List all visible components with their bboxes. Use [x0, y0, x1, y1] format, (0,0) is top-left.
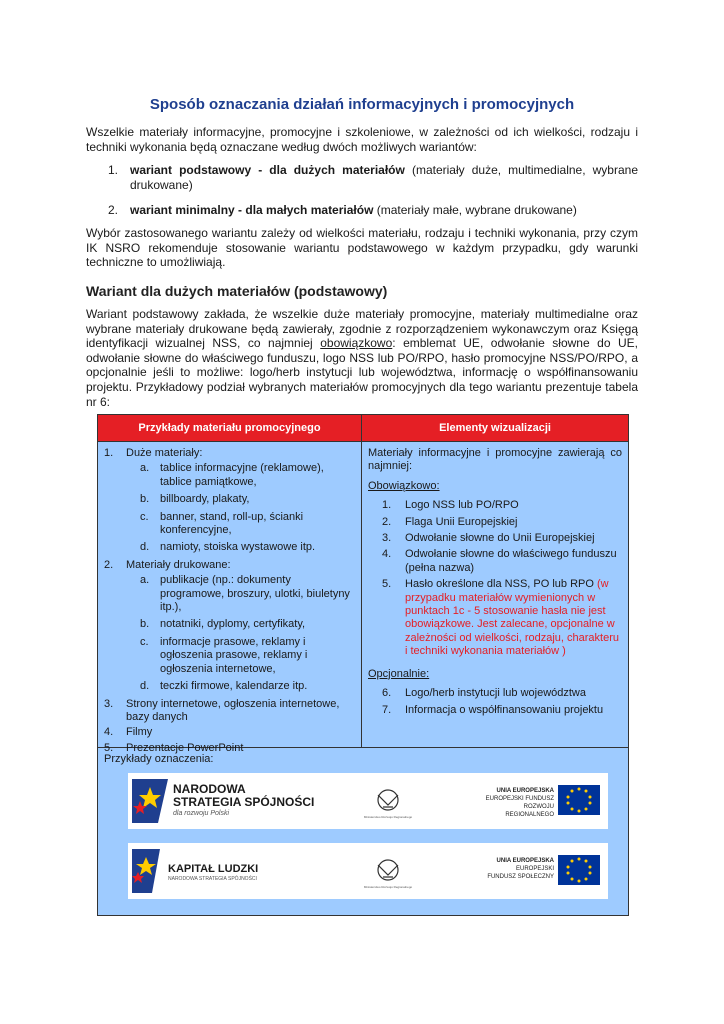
mandatory-item	[382, 516, 622, 529]
slogan-note: (w przypadku materiałów wymienionych w punktach 1c - 5 stosowanie hasła nie jest obowiązkowe. Jest zalecane, opcjonalne w zależności od wielkości, rodzaju, charakteru i techniki wykonania materiałów )	[405, 578, 619, 658]
choice-paragraph: Wybór zastosowanego wariantu zależy od wielkości materiału, rodzaju i techniki wykonania, przy czym IK NSRO rekomenduje stosowanie wariantu podstawowego w każdym przypadku, gdy warunki techniczne to umożliwiają.	[86, 226, 638, 270]
list-item	[104, 726, 354, 739]
sub-list-item	[140, 511, 354, 538]
list-number: 2.	[104, 558, 114, 571]
optional-list	[368, 687, 622, 717]
description-paragraph: Wariant podstawowy zakłada, że wszelkie duże materiały promocyjne, materiały multimedialne oraz wybrane materiały drukowane będą zawierały, zgodnie z rozporządzeniem wykonawczym oraz Księgą identyfikacji wizualnej NSS, co najmniej obowiązkowo: emblemat UE, odwołanie słowne do UE, odwołanie słowne do właściwego funduszu, logo NSS lub PO/RPO, hasło promocyjne NSS/PO/RPO, a opcjonalnie jeśli to możliwe: logo/herb instytucji lub województwa, informację o współfinansowaniu projektu. Przykładowy podział wybranych materiałów promocyjnych dla tego wariantu prezentuje tabela nr 6:	[86, 307, 638, 409]
list-item	[104, 698, 354, 725]
list-text: informacje prasowe, reklamy i ogłoszenia prasowe, reklamy i ogłoszenia internetowe,	[160, 635, 308, 675]
list-number: c.	[140, 635, 149, 648]
mandatory-underline: obowiązkowo	[320, 336, 393, 351]
list-item	[104, 559, 354, 572]
logo-strip-nss	[128, 773, 608, 829]
list-text: Prezentacje PowerPoint	[126, 741, 244, 754]
column-header-elements: Elementy wizualizacji	[439, 422, 551, 434]
list-number: 3.	[382, 532, 392, 545]
list-number: a.	[140, 462, 150, 475]
variant-item-1	[108, 163, 638, 192]
page-title: Sposób oznaczania działań informacyjnych i promocyjnych	[149, 96, 575, 113]
elements-intro: Materiały informacyjne i promocyjne zawierają co najmniej:	[368, 447, 622, 473]
sub-list-item	[140, 462, 354, 489]
mandatory-item-5: 5. Hasło określone dla NSS, PO lub RPO (w przypadku materiałów wymienionych w punktach 1c - 5 stosowanie hasła nie jest obowiązkowe. Jest zalecane, opcjonalne w zależności od wielkości, rodzaju, charakteru i techniki wykonania materiałów )	[382, 578, 619, 658]
list-text: Flaga Unii Europejskiej	[405, 515, 518, 528]
examples-label: Przykłady oznaczenia:	[104, 753, 214, 765]
mandatory-list	[368, 499, 622, 575]
mandatory-label: Obowiązkowo:	[368, 479, 440, 492]
list-number: 6.	[382, 687, 392, 700]
list-number: 2.	[108, 203, 119, 217]
optional-item	[382, 687, 622, 700]
mandatory-item	[382, 499, 622, 512]
variant-desc: (materiały małe, wybrane drukowane)	[373, 203, 577, 217]
sub-list-item	[140, 618, 354, 631]
list-number: b.	[140, 618, 150, 631]
variant-title: wariant podstawowy - dla dużych materiałów	[130, 163, 405, 177]
eu-fund-label: UNIA EUROPEJSKA EUROPEJSKI FUNDUSZ ROZWOJU REGIONALNEGO	[485, 788, 554, 818]
variant-desc: (materiały duże, multimedialne, wybrane drukowane)	[130, 163, 638, 192]
list-number: d.	[140, 541, 150, 554]
mandatory-item	[382, 532, 622, 545]
list-number: 7.	[382, 703, 392, 716]
sub-list-item	[140, 574, 354, 614]
column-divider	[361, 415, 362, 747]
list-number: 3.	[104, 697, 114, 710]
list-number: 5.	[104, 741, 114, 754]
list-item	[104, 447, 354, 460]
list-number: b.	[140, 493, 150, 506]
variant-title: wariant minimalny - dla małych materiałów	[130, 203, 374, 217]
list-text: Filmy	[126, 726, 153, 739]
list-text: Duże materiały:	[126, 447, 203, 459]
list-text: notatniki, dyplomy, certyfikaty,	[160, 618, 306, 631]
optional-item	[382, 704, 622, 717]
section-heading: Wariant dla dużych materiałów (podstawowy)	[86, 283, 388, 299]
sub-list-item	[140, 680, 354, 693]
list-text: Materiały drukowane:	[126, 558, 231, 571]
list-text: Odwołanie słowne do Unii Europejskiej	[405, 532, 595, 545]
variant-item-2	[108, 203, 638, 218]
list-text: tablice informacyjne (reklamowe), tablice pamiątkowe,	[160, 462, 324, 488]
list-number: 4.	[104, 726, 114, 739]
materials-list	[104, 447, 354, 757]
list-number: 2.	[382, 515, 392, 528]
list-text: banner, stand, roll-up, ścianki konferencyjne,	[160, 510, 304, 537]
sub-list-item	[140, 493, 354, 506]
mandatory-item	[382, 548, 622, 575]
table-header	[98, 415, 628, 442]
list-text: namioty, stoiska wystawowe itp.	[160, 541, 316, 554]
list-number: d.	[140, 680, 150, 693]
sub-list-item	[140, 636, 354, 676]
list-text: Strony internetowe, ogłoszenia internetowe, bazy danych	[126, 697, 340, 723]
elements-cell	[368, 447, 622, 720]
list-text: billboardy, plakaty,	[160, 493, 250, 506]
optional-label: Opcjonalnie:	[368, 667, 430, 680]
list-text: teczki firmowe, kalendarze itp.	[160, 680, 308, 693]
logo-strip-kl	[128, 843, 608, 899]
eu-fund-label: UNIA EUROPEJSKA EUROPEJSKI FUNDUSZ SPOŁECZNY	[487, 858, 554, 880]
list-number: 1.	[382, 499, 392, 512]
ministry-label: Ministerstwo Rozwoju Regionalnego	[363, 885, 413, 889]
ministry-label: Ministerstwo Rozwoju Regionalnego	[363, 815, 413, 819]
column-header-materials: Przykłady materiału promocyjnego	[138, 422, 321, 434]
list-text: Logo NSS lub PO/RPO	[405, 499, 519, 512]
list-text: Informacja o współfinansowaniu projektu	[405, 703, 604, 716]
list-number: 1.	[104, 447, 114, 459]
list-text: Odwołanie słowne do właściwego funduszu (pełna nazwa)	[405, 548, 617, 574]
kl-logo-text: KAPITAŁ LUDZKI NARODOWA STRATEGIA SPÓJNOŚCI	[168, 863, 259, 882]
materials-table	[97, 414, 629, 916]
list-number: a.	[140, 574, 150, 587]
intro-paragraph: Wszelkie materiały informacyjne, promocyjne i szkoleniowe, w zależności od ich wielkości, rodzaju i techniki wykonania będą oznaczane według dwóch możliwych wariantów:	[86, 125, 638, 154]
list-text: Logo/herb instytucji lub województwa	[405, 687, 586, 700]
slogan-text: Hasło określone dla NSS, PO lub RPO	[405, 578, 597, 591]
nss-logo-text: NARODOWA STRATEGIA SPÓJNOŚCI dla rozwoju Polski	[173, 782, 315, 817]
list-text: publikacje (np.: dokumenty programowe, broszury, ulotki, biuletyny itp.),	[160, 574, 350, 614]
list-number: c.	[140, 510, 149, 523]
sub-list-item	[140, 541, 354, 554]
list-number: 4.	[382, 548, 392, 561]
list-number: 1.	[108, 163, 119, 177]
